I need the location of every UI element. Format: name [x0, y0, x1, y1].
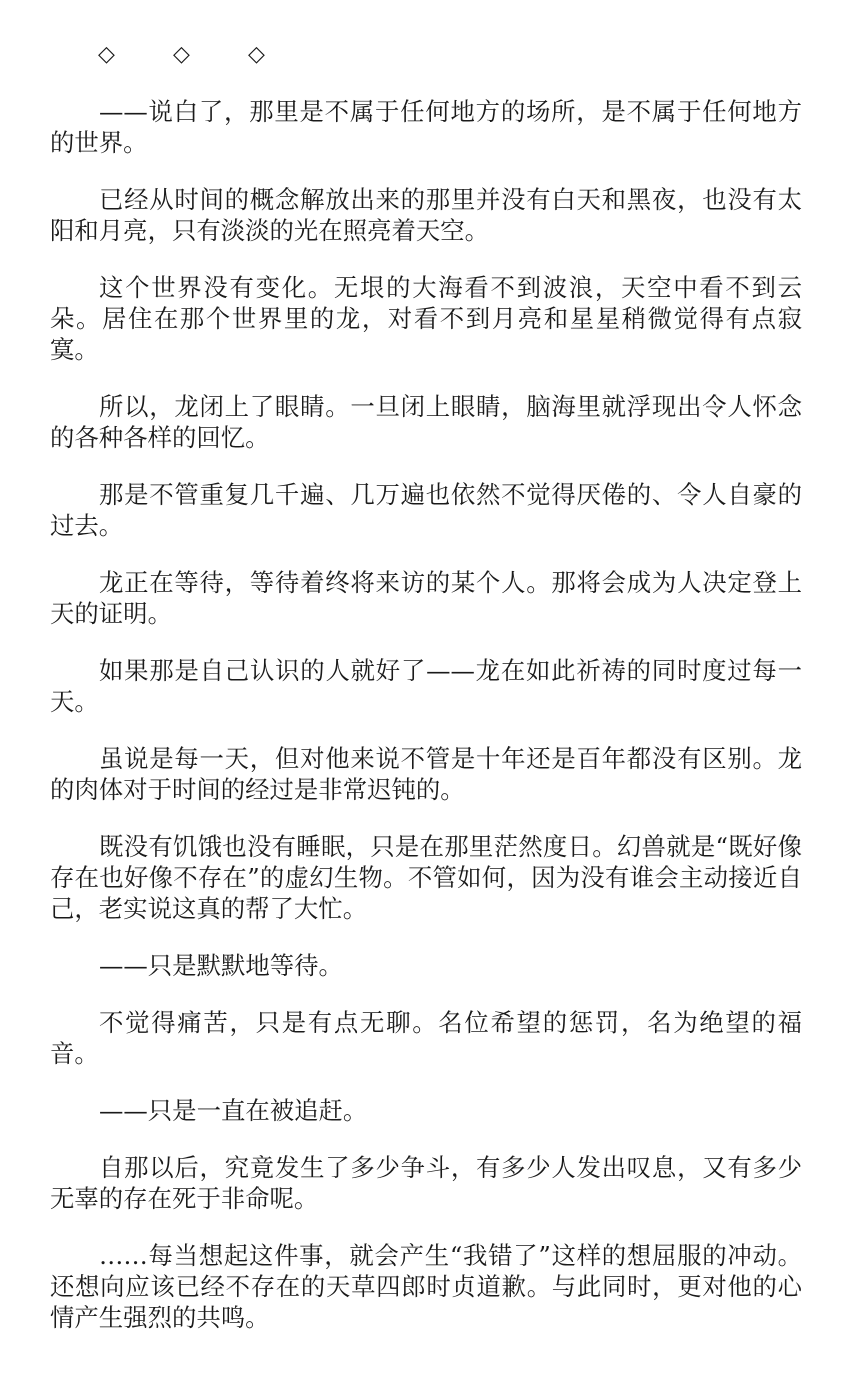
- body-paragraph: 龙正在等待，等待着终将来访的某个人。那将会成为人决定登上天的证明。: [50, 568, 802, 628]
- body-paragraph: ——只是默默地等待。: [99, 951, 343, 980]
- body-paragraph: 自那以后，究竟发生了多少争斗，有多少人发出叹息，又有多少无辜的存在死于非命呢。: [50, 1153, 802, 1213]
- diamond-divider-mark: ◇: [98, 42, 115, 67]
- body-paragraph: 虽说是每一天，但对他来说不管是十年还是百年都没有区别。龙的肉体对于时间的经过是非常迟钝的。: [50, 744, 802, 804]
- body-paragraph: 如果那是自己认识的人就好了——龙在如此祈祷的同时度过每一天。: [50, 656, 802, 716]
- body-paragraph: 那是不管重复几千遍、几万遍也依然不觉得厌倦的、令人自豪的过去。: [50, 480, 802, 540]
- diamond-divider-mark: ◇: [248, 42, 265, 67]
- body-paragraph: ……每当想起这件事，就会产生“我错了”这样的想屈服的冲动。还想向应该已经不存在的天草四郎时贞道歉。与此同时，更对他的心情产生强烈的共鸣。: [50, 1241, 802, 1332]
- body-paragraph: ——说白了，那里是不属于任何地方的场所，是不属于任何地方的世界。: [50, 97, 802, 157]
- body-paragraph: 所以，龙闭上了眼睛。一旦闭上眼睛，脑海里就浮现出令人怀念的各种各样的回忆。: [50, 392, 802, 452]
- body-paragraph: ——只是一直在被追赶。: [99, 1096, 368, 1125]
- diamond-divider-mark: ◇: [173, 42, 190, 67]
- body-paragraph: 这个世界没有变化。无垠的大海看不到波浪，天空中看不到云朵。居住在那个世界里的龙，对看不到月亮和星星稍微觉得有点寂寞。: [50, 273, 802, 364]
- body-paragraph: 已经从时间的概念解放出来的那里并没有白天和黑夜，也没有太阳和月亮，只有淡淡的光在照亮着天空。: [50, 185, 802, 245]
- body-paragraph: 不觉得痛苦，只是有点无聊。名位希望的惩罚，名为绝望的福音。: [50, 1008, 802, 1068]
- document-page: [50, 38, 802, 1359]
- body-paragraph: 既没有饥饿也没有睡眠，只是在那里茫然度日。幻兽就是“既好像存在也好像不存在”的虚幻生物。不管如何，因为没有谁会主动接近自己，老实说这真的帮了大忙。: [50, 832, 802, 923]
- section-divider: [50, 38, 802, 72]
